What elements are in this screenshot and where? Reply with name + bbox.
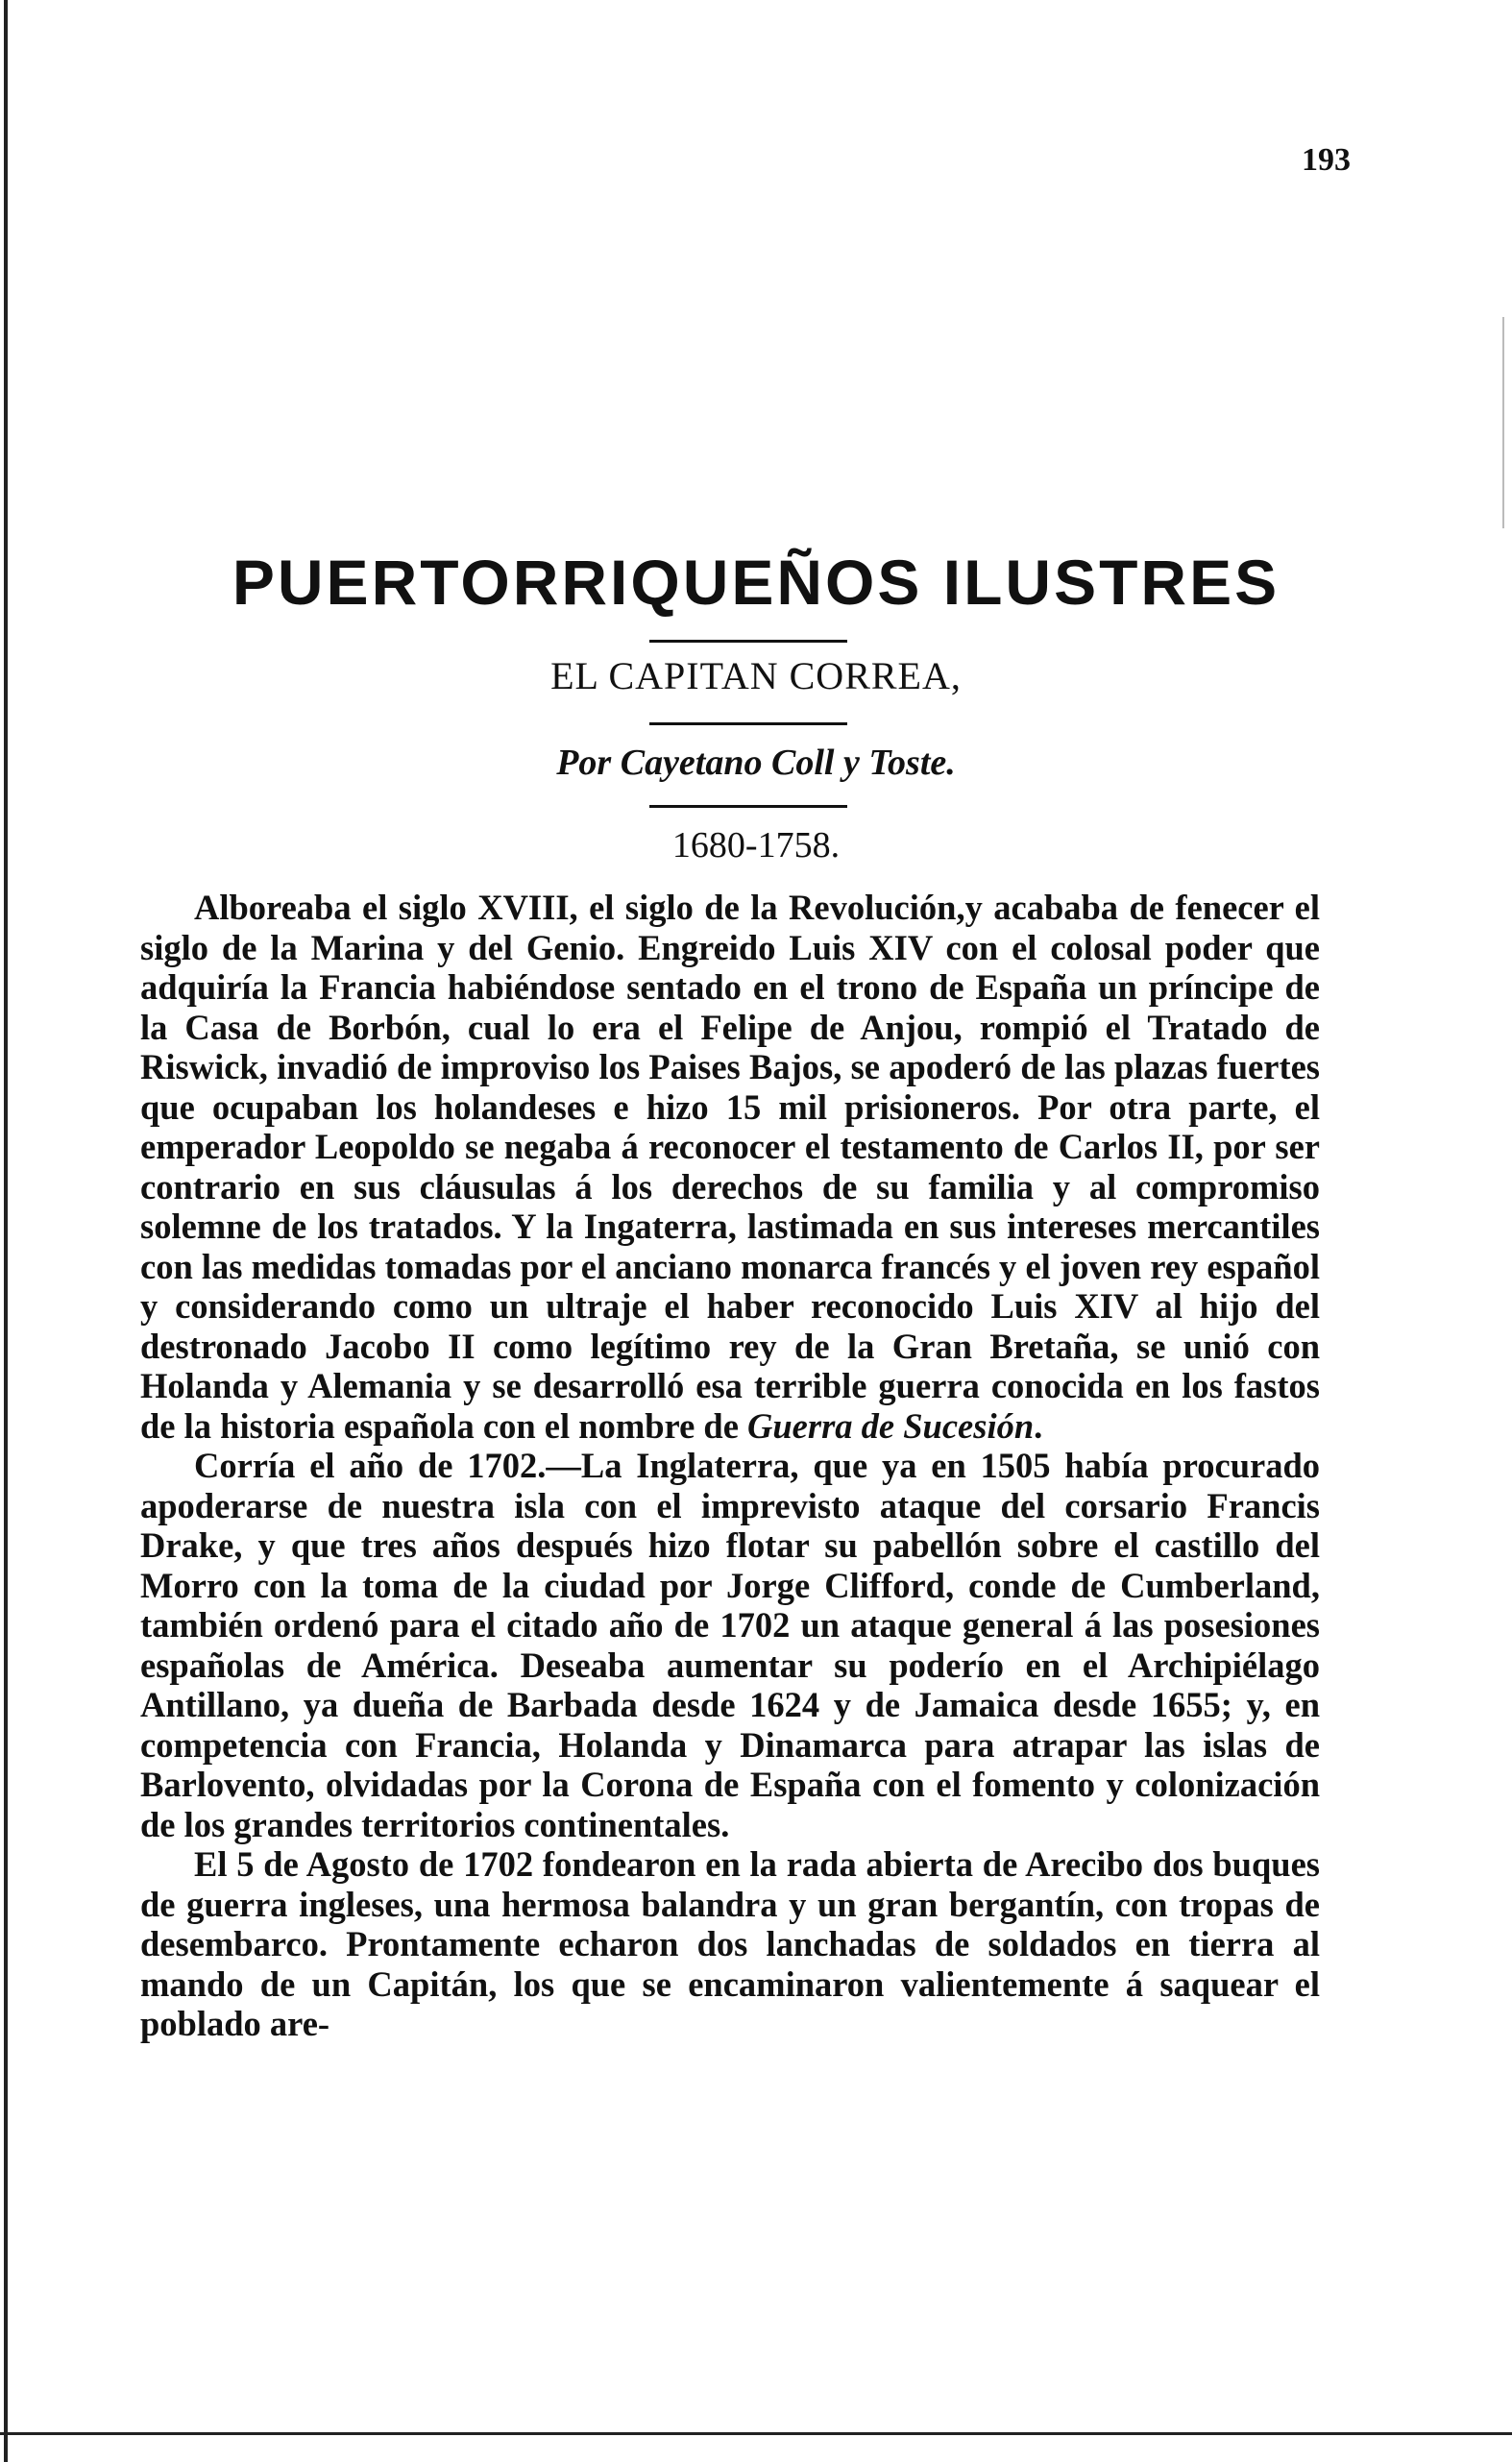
title-divider [649, 640, 847, 643]
life-dates: 1680-1758. [671, 825, 841, 865]
page-number: 193 [1302, 142, 1351, 178]
paragraph-text: Alboreaba el siglo XVIII, el siglo de la Revolución,y acababa de fenecer el siglo de la Marina y del Genio. Engreido Luis XIV con el colosal poder que adquiría la Francia habiéndose sentado en el trono de España un príncipe de la Casa de Borbón, cual lo era el Felipe de Anjou, rompió el Tratado de Riswick, invadió de improviso los Paises Bajos, se apoderó de las plazas fuertes que ocupaban los holandeses e hizo 15 mil prisioneros. Por otra parte, el emperador Leopoldo se negaba á reconocer el testamento de Carlos II, por ser contrario en sus cláusulas á los derechos de su familia y al compromiso solemne de los tratados. Y la Ingaterra, lastimada en sus intereses mercantiles con las medidas tomadas por el anciano monarca francés y el joven rey español y considerando como un ultraje el haber reconocido Luis XIV al hijo del destronado Jacobo II como legítimo rey de la Gran Bretaña, se unió con Holanda y Alemania y se desarrolló esa terrible guerra conocida en los fastos de la historia española con el nombre de [140, 888, 1320, 1446]
paragraph-3: El 5 de Agosto de 1702 fondearon en la rada abierta de Arecibo dos buques de guerra ingleses, una hermosa balandra y un gran bergantín, con tropas de desembarco. Prontamente echaron dos lanchadas de soldados en tierra al mando de un Capitán, los que se encaminaron valientemente á saquear el poblado are- [140, 1844, 1320, 2043]
subtitle-divider [649, 722, 847, 725]
scan-bottom-border [0, 2432, 1512, 2435]
paragraph-text-end: . [1034, 1405, 1043, 1446]
scan-right-mark [1502, 317, 1504, 528]
article-title: PUERTORRIQUEÑOS ILUSTRES [232, 547, 1280, 618]
emphasized-term: Guerra de Sucesión [747, 1405, 1035, 1446]
author-divider [649, 805, 847, 808]
scan-left-border [4, 0, 8, 2462]
paragraph-1 [140, 888, 1320, 1446]
article-body [140, 888, 1320, 2044]
author-byline: Por Cayetano Coll y Toste. [556, 743, 956, 783]
article-subtitle: EL CAPITAN CORREA, [550, 654, 962, 697]
paragraph-2: Corría el año de 1702.—La Inglaterra, que ya en 1505 había procurado apoderarse de nuestra isla con el imprevisto ataque del corsario Francis Drake, y que tres años después hizo flotar su pabellón sobre el castillo del Morro con la toma de la ciudad por Jorge Clifford, conde de Cumberland, también ordenó para el citado año de 1702 un ataque general á las posesiones españolas de América. Deseaba aumentar su poderío en el Archipiélago Antillano, ya dueña de Barbada desde 1624 y de Jamaica desde 1655; y, en competencia con Francia, Holanda y Dinamarca para atrapar las islas de Barlovento, olvidadas por la Corona de España con el fomento y colonización de los grandes territorios continentales. [140, 1446, 1320, 1844]
